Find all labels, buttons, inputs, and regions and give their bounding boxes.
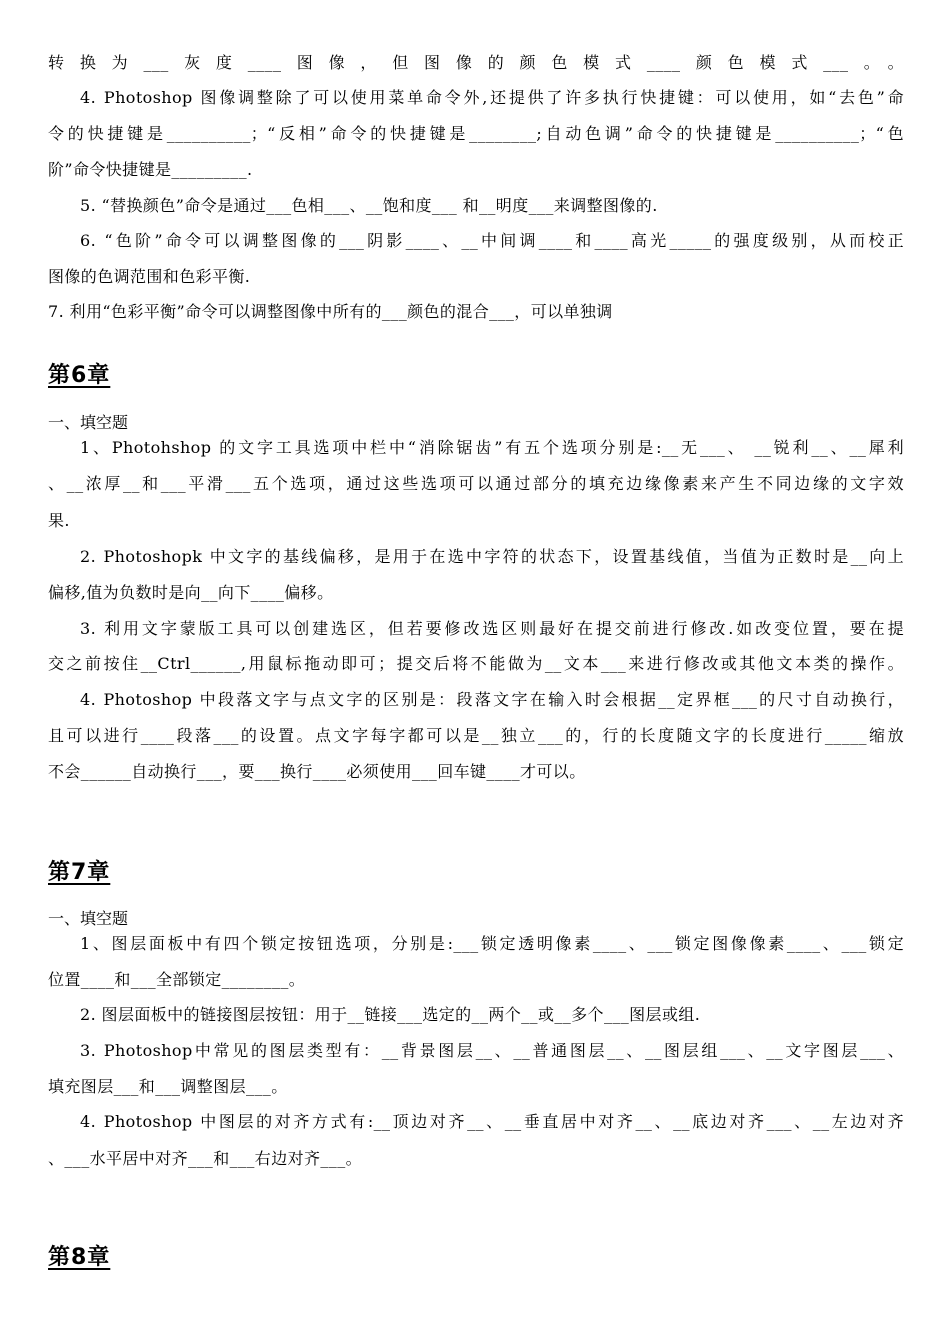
chapter-7-heading: 第7章 xyxy=(48,860,111,885)
text-line: 4. Photoshop 图像调整除了可以使用菜单命令外,还提供了许多执行快捷键：可以使用，如“去色”命 xyxy=(80,88,904,107)
text-line: 转换为___灰度____图像，但图像的颜色模式____颜色模式___。。 xyxy=(48,53,904,72)
text-line: 1、Photohshop 的文字工具选项中栏中“消除锯齿”有五个选项分别是:__无___、 __锐利__、__犀利 xyxy=(80,438,904,457)
text-line: 1、图层面板中有四个锁定按钮选项，分别是:___锁定透明像素____、___锁定图像像素____、___锁定 xyxy=(80,934,904,953)
text-line: 令的快捷键是__________；“反相”命令的快捷键是________;自动色调”命令的快捷键是__________；“色 xyxy=(48,124,904,143)
chapter-8-heading: 第8章 xyxy=(48,1245,111,1270)
text-line: 位置____和___全部锁定________。 xyxy=(48,970,306,989)
text-line: 6. “色阶”命令可以调整图像的___阴影____、__中间调____和____高光_____的强度级别，从而校正 xyxy=(80,231,904,250)
text-line: 填充图层___和___调整图层___。 xyxy=(48,1077,288,1096)
text-line: 不会______自动换行___，要___换行____必须使用___回车键____才可以。 xyxy=(48,762,586,781)
section-heading: 一、填空题 xyxy=(48,413,129,432)
text-line: 4. Photoshop 中段落文字与点文字的区别是：段落文字在输入时会根据__定界框___的尺寸自动换行， xyxy=(80,690,904,709)
text-line: 7. 利用“色彩平衡”命令可以调整图像中所有的___颜色的混合___，可以单独调 xyxy=(48,302,613,321)
text-line: 5. “替换颜色”命令是通过___色相___、__饱和度___ 和__明度___来调整图像的. xyxy=(80,196,658,215)
text-line: 且可以进行____段落___的设置。点文字每字都可以是__独立___的，行的长度随文字的长度进行_____缩放 xyxy=(48,726,904,745)
text-line: 、__浓厚__和___平滑___五个选项，通过这些选项可以通过部分的填充边缘像素来产生不同边缘的文字效 xyxy=(48,474,904,493)
text-line: 3. 利用文字蒙版工具可以创建选区，但若要修改选区则最好在提交前进行修改.如改变位置，要在提 xyxy=(80,619,904,638)
text-line: 图像的色调范围和色彩平衡. xyxy=(48,267,251,286)
text-line: 2. Photoshopk 中文字的基线偏移，是用于在选中字符的状态下，设置基线值，当值为正数时是__向上 xyxy=(80,547,904,566)
text-line: 2. 图层面板中的链接图层按钮：用于__链接___选定的__两个__或__多个___图层或组. xyxy=(80,1005,701,1024)
text-line: 偏移,值为负数时是向__向下____偏移。 xyxy=(48,583,334,602)
section-heading: 一、填空题 xyxy=(48,909,129,928)
text-line: 果. xyxy=(48,511,70,530)
text-line: 、___水平居中对齐___和___右边对齐___。 xyxy=(48,1149,363,1168)
text-line: 4. Photoshop 中图层的对齐方式有:__顶边对齐__、__垂直居中对齐__、__底边对齐___、__左边对齐 xyxy=(80,1112,904,1131)
text-line: 阶”命令快捷键是_________. xyxy=(48,160,253,179)
text-line: 交之前按住__Ctrl______,用鼠标拖动即可；提交后将不能做为__文本___来进行修改或其他文本类的操作。 xyxy=(48,654,904,673)
text-line: 3. Photoshop中常见的图层类型有：__背景图层__、__普通图层__、__图层组___、__文字图层___、 xyxy=(80,1041,904,1060)
chapter-6-heading: 第6章 xyxy=(48,363,111,388)
